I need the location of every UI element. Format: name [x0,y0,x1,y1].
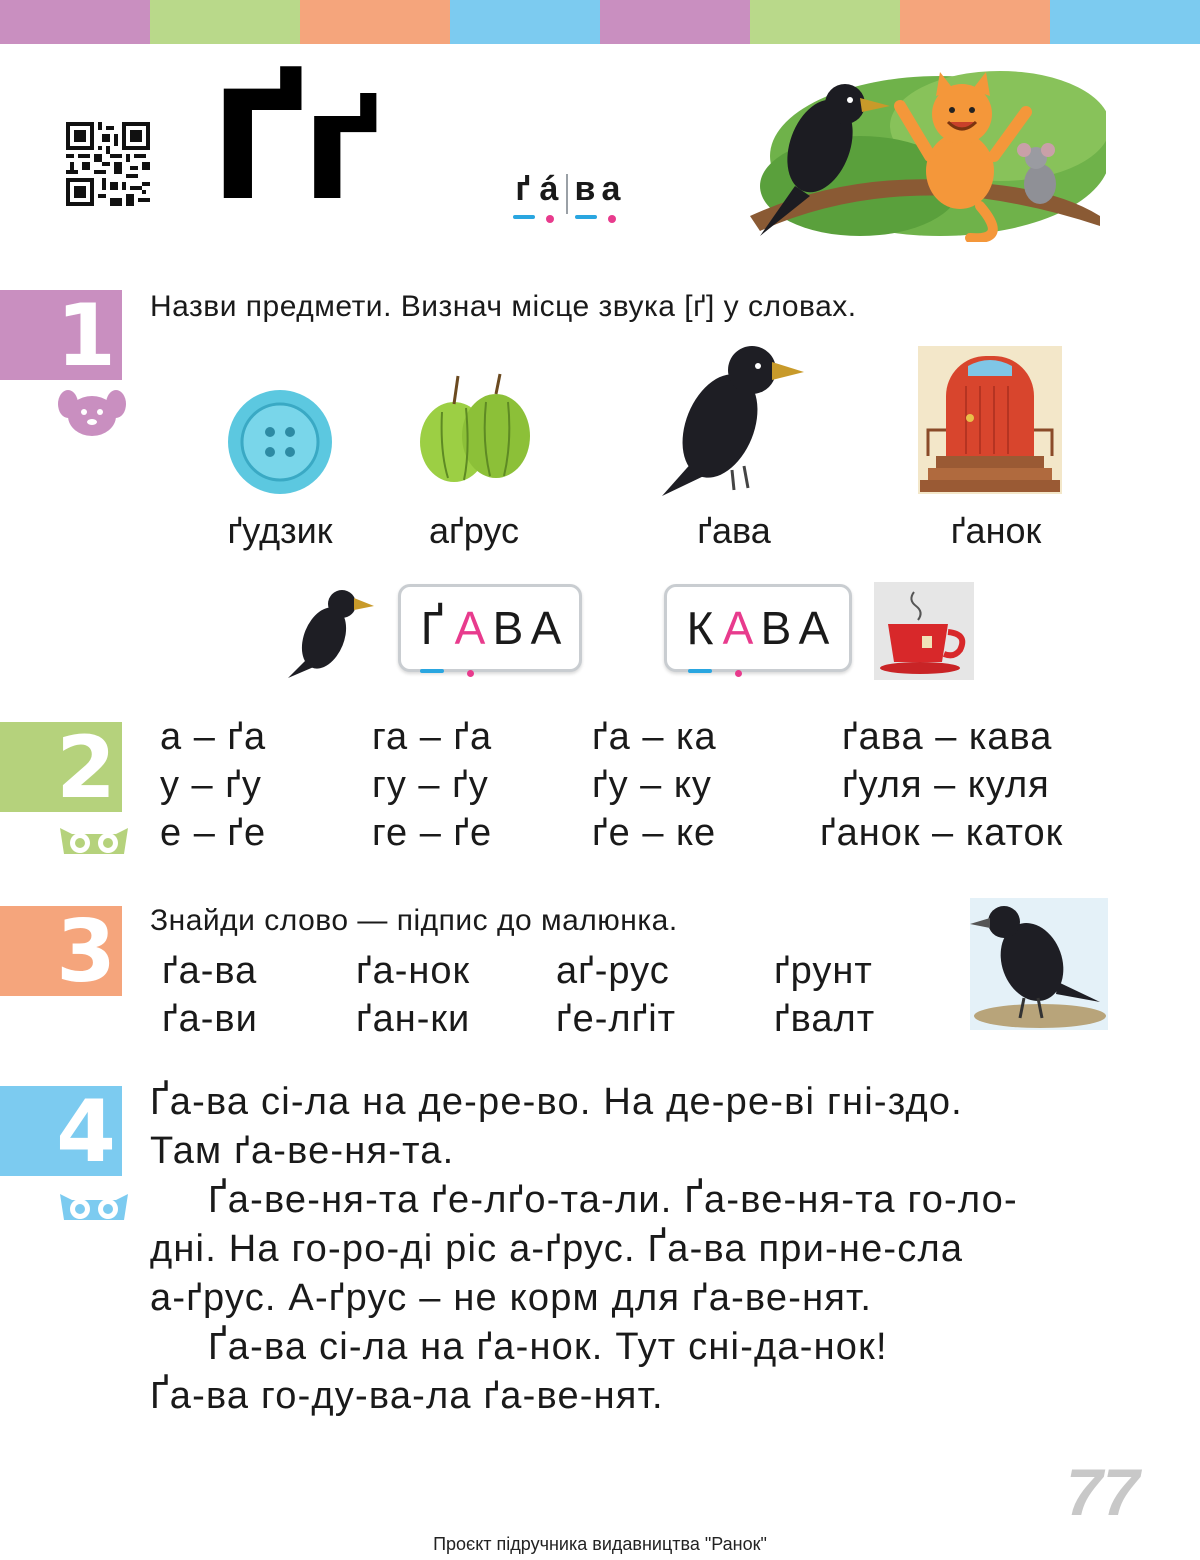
word-label-agrus: аґрус [428,510,520,551]
word-card-gava [398,584,582,672]
stripe-segment [750,0,900,44]
crow-image [654,340,806,496]
footer-note: Проєкт підручника видавництва "Ранок" [433,1534,767,1554]
word-option: ґвалт [774,998,876,1040]
task-number-2: 2 [0,722,122,812]
card-letter: В [760,602,794,654]
gava-sound-scheme [510,170,624,227]
scheme-letter: ґ [510,170,536,227]
stripe-segment [0,0,150,44]
card-letter: А [530,602,564,654]
card-letter: В [492,602,526,654]
word-option: аґ-рус [556,950,670,992]
word-label-gudzyk: ґудзик [227,510,333,551]
task-number-3: 3 [0,906,122,996]
word-label-gava: ґава [697,510,771,551]
grid-cell: е – ґе [160,812,267,854]
task3-instruction: Знайди слово — підпис до малюнка. [150,904,678,937]
task1-instruction: Назви предмети. Визнач місце звука [ґ] у словах. [150,290,857,323]
grid-cell: ґу – ку [592,764,712,806]
grid-cell: ге – ґе [372,812,493,854]
big-letter-heading: Ґґ [210,60,376,234]
grid-cell: у – ґу [160,764,262,806]
stripe-segment [450,0,600,44]
reading-line: Там ґа-ве-ня-та. [150,1130,455,1172]
grid-cell: га – ґа [372,716,493,758]
syllable-divider [566,174,568,214]
word-option: ґан-ки [356,998,471,1040]
card-letter: К [682,601,720,655]
reading-text [150,1078,1120,1421]
card-letter: Ґ [414,601,452,655]
reading-line: дні. На го-ро-ді ріс а-ґрус. Ґа-ва при-не-сла [150,1228,964,1270]
grid-cell: ґава – кава [842,716,1053,758]
gooseberry-image [412,372,536,492]
card-letter: А [798,602,832,654]
grid-cell: гу – ґу [372,764,489,806]
grid-cell: а – ґа [160,716,267,758]
page-number: 77 [1066,1455,1140,1529]
word-label-ganok: ґанок [950,510,1042,551]
scheme-letter: в [572,170,598,227]
grid-cell: ґа – ка [592,716,717,758]
reading-line: Ґа-ва го-ду-ва-ла ґа-ве-нят. [150,1375,664,1417]
word-option: ґе-лґіт [556,998,677,1040]
stripe-segment [600,0,750,44]
grid-cell: ґанок – каток [820,812,1064,854]
stripe-segment [900,0,1050,44]
stripe-segment [150,0,300,44]
coffee-cup-image [874,582,974,680]
dog-face-icon [56,388,128,438]
grid-cell: ґуля – куля [842,764,1050,806]
word-option: ґрунт [774,950,873,992]
word-card-kava [664,584,852,672]
button-image [226,388,334,496]
qr-code-icon[interactable] [66,122,150,206]
porch-door-image [918,346,1062,494]
grid-cell: ґе – ке [592,812,717,854]
stripe-segment [1050,0,1200,44]
owl-eyes-icon [58,1190,130,1224]
task-number-1: 1 [0,290,122,380]
scheme-letter: а [598,170,624,227]
scheme-letter: á [536,170,562,227]
reading-line: Ґа-ва сі-ла на ґа-нок. Тут сні-да-нок! [208,1326,888,1368]
word-option: ґа-ви [162,998,258,1040]
crow-cat-mouse-illustration [740,66,1106,242]
reading-line: Ґа-ве-ня-та ґе-лґо-та-ли. Ґа-ве-ня-та го-ло- [208,1179,1018,1221]
word-option: ґа-нок [356,950,471,992]
small-crow-image [284,586,374,678]
card-letter: А [720,601,758,655]
stripe-segment [300,0,450,44]
owl-eyes-icon [58,824,130,858]
top-color-stripe [0,0,1200,44]
reading-line: а-ґрус. А-ґрус – не корм для ґа-ве-нят. [150,1277,873,1319]
card-letter: А [452,601,490,655]
crow-on-ground-image [970,898,1108,1030]
word-option: ґа-ва [162,950,258,992]
task-number-4: 4 [0,1086,122,1176]
reading-line: Ґа-ва сі-ла на де-ре-во. На де-ре-ві гні-здо. [150,1081,963,1123]
